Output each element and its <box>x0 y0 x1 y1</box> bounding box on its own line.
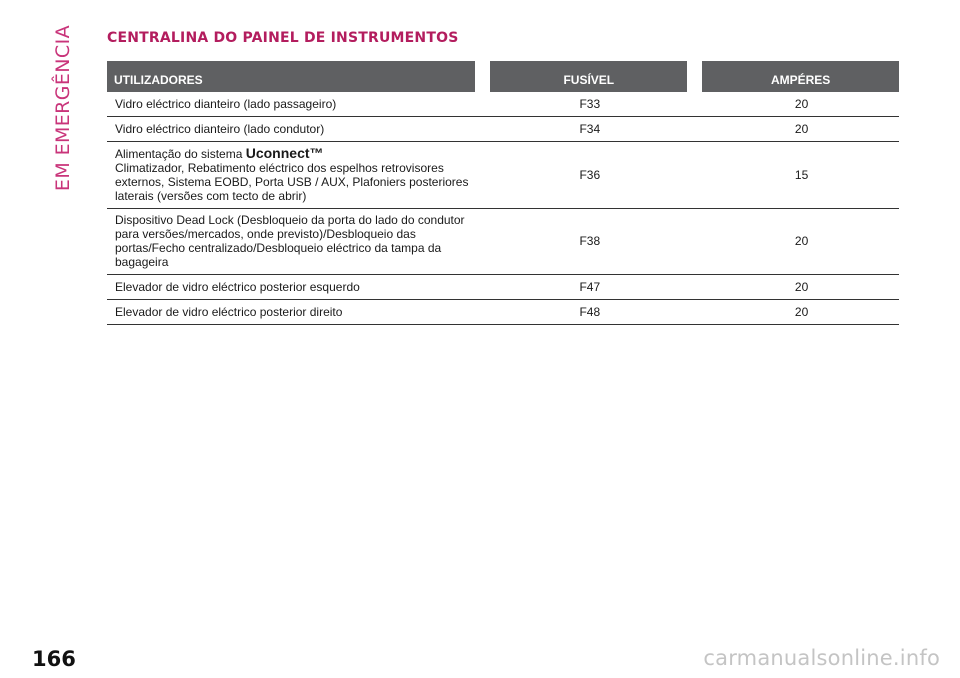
cell-user: Vidro eléctrico dianteiro (lado passageiro) <box>107 92 475 117</box>
uconnect-label: Uconnect™ <box>245 145 324 161</box>
table-header-row <box>107 61 899 92</box>
cell-fuse: F36 <box>490 142 687 209</box>
table-row <box>107 209 899 275</box>
cell-amp: 20 <box>702 300 899 325</box>
cell-amp: 20 <box>702 117 899 142</box>
cell-user: Elevador de vidro eléctrico posterior direito <box>107 300 475 325</box>
cell-user-rest: Climatizador, Rebatimento eléctrico dos espelhos retrovisores externos, Sistema EOBD, Porta USB / AUX, Plafoniers posteriores laterais (versões com tecto de abrir) <box>115 161 469 203</box>
header-gap <box>687 61 702 92</box>
cell-amp: 15 <box>702 142 899 209</box>
cell-fuse: F47 <box>490 275 687 300</box>
cell-user <box>107 142 475 209</box>
header-amperes: AMPÉRES <box>702 61 899 92</box>
header-fuse: FUSÍVEL <box>490 61 687 92</box>
table-row <box>107 117 899 142</box>
fuse-table <box>107 61 899 325</box>
section-side-tab: EM EMERGÊNCIA <box>52 25 74 192</box>
cell-amp: 20 <box>702 209 899 275</box>
cell-fuse: F33 <box>490 92 687 117</box>
cell-fuse: F38 <box>490 209 687 275</box>
page-number: 166 <box>32 647 76 671</box>
watermark: carmanualsonline.info <box>703 646 940 670</box>
cell-user-prefix: Alimentação do sistema <box>115 147 246 161</box>
cell-user: Vidro eléctrico dianteiro (lado condutor) <box>107 117 475 142</box>
header-users: UTILIZADORES <box>107 61 475 92</box>
table-row <box>107 300 899 325</box>
table-row <box>107 142 899 209</box>
cell-user: Dispositivo Dead Lock (Desbloqueio da porta do lado do condutor para versões/mercados, onde previsto)/Desbloqueio das portas/Fecho centralizado/Desbloqueio eléctrico da tampa da bagageira <box>107 209 475 275</box>
header-gap <box>475 61 490 92</box>
cell-amp: 20 <box>702 275 899 300</box>
cell-fuse: F48 <box>490 300 687 325</box>
section-title: CENTRALINA DO PAINEL DE INSTRUMENTOS <box>107 30 459 46</box>
table-row <box>107 275 899 300</box>
cell-fuse: F34 <box>490 117 687 142</box>
cell-amp: 20 <box>702 92 899 117</box>
table-row <box>107 92 899 117</box>
cell-user: Elevador de vidro eléctrico posterior esquerdo <box>107 275 475 300</box>
